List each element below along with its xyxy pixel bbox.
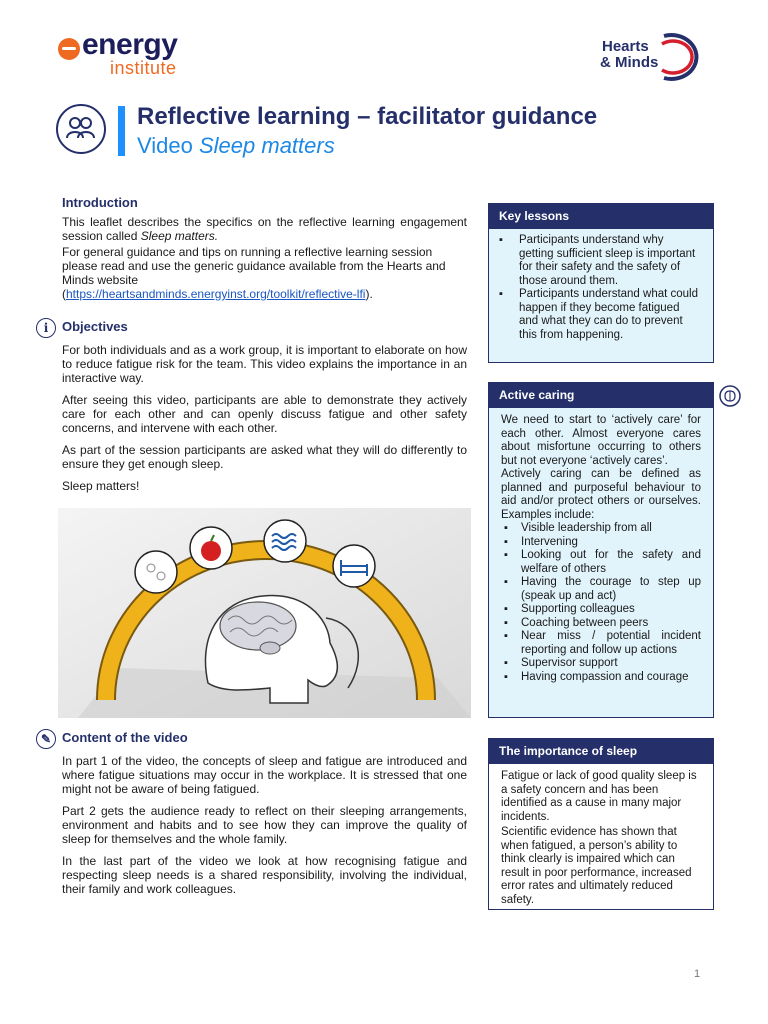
subtitle-video-name: Sleep matters [198, 133, 335, 158]
content-para-1: In part 1 of the video, the concepts of sleep and fatigue are introduced and where fatigue situations may occur in the workplace. It is stressed that one might not be aware of being fatigued. [62, 754, 467, 796]
logo-energy-word: energy [82, 28, 178, 61]
objectives-text [62, 343, 467, 501]
waves-icon [264, 520, 306, 562]
list-item: ▪ Coaching between peers [501, 617, 701, 631]
importance-of-sleep-heading: The importance of sleep [489, 739, 713, 764]
energy-institute-logo [58, 28, 218, 80]
active-caring-para-2: Actively caring can be defined as planned and purposeful behaviour to aid and/or protect others or ourselves. Examples include: [501, 468, 701, 521]
list-item: ▪ Intervening [501, 536, 701, 550]
list-item: ▪ Supporting colleagues [501, 603, 701, 617]
content-text [62, 754, 467, 904]
pencil-edit-icon: ✎ [36, 729, 56, 749]
page-title: Reflective learning – facilitator guidance [137, 103, 598, 130]
key-lessons-list [493, 234, 701, 342]
apple-icon [190, 527, 232, 569]
importance-para-1: Fatigue or lack of good quality sleep is a safety concern and has been identified as a cause in many major incidents. [501, 770, 697, 823]
page-subtitle [137, 133, 335, 159]
sleep-video-illustration [58, 508, 471, 718]
objectives-heading: Objectives [62, 319, 128, 334]
title-accent-bar [118, 106, 125, 156]
objectives-para-4: Sleep matters! [62, 479, 140, 493]
active-caring-box [488, 382, 714, 718]
content-para-3: In the last part of the video we look at how recognising fatigue and respecting sleep needs is a shared responsibility, involving the individual, their family and work colleagues. [62, 854, 467, 896]
subtitle-prefix: Video [137, 133, 199, 158]
hearts-and-minds-logo [590, 26, 720, 88]
list-item: ▪ Visible leadership from all [501, 522, 701, 536]
list-item: ▪ Supervisor support [501, 657, 701, 671]
objectives-para-3: As part of the session participants are asked what they will do differently to ensure they get enough sleep. [62, 443, 467, 471]
list-item: ▪ Participants understand what could happen if they become fatigued and what they can do to prevent this from happening. [493, 288, 701, 342]
introduction-para-1: This leaflet describes the specifics on the reflective learning engagement session called Sleep matters. [62, 215, 467, 243]
list-item: ▪ Participants understand why getting sufficient sleep is important for their safety and the safety of those around them. [493, 234, 701, 288]
introduction-para-2: For general guidance and tips on running a reflective learning session please read and use the generic guidance available from the Hearts and Minds website [62, 245, 446, 287]
importance-of-sleep-box [488, 738, 714, 910]
introduction-text [62, 215, 467, 301]
active-caring-para-1: We need to start to ‘actively care’ for each other. Almost everyone cares about misfortune occurring to others but not everyone ‘actively cares’. [501, 414, 701, 467]
objectives-para-1: For both individuals and as a work group, it is important to elaborate on how to reduce fatigue risk for the team. This video explains the importance in an interactive way. [62, 343, 467, 385]
list-item: ▪ Having compassion and courage [501, 671, 701, 685]
list-item: ▪ Looking out for the safety and welfare of others [501, 549, 701, 576]
list-item: ▪ Having the courage to step up (speak up and act) [501, 576, 701, 603]
page-number: 1 [694, 968, 701, 980]
active-caring-heading: Active caring [489, 383, 713, 408]
content-para-2: Part 2 gets the audience ready to reflect on their sleeping arrangements, environment and habits and to see how they can improve the quality of sleep for themselves and the whole family. [62, 804, 467, 846]
objectives-para-2: After seeing this video, participants are able to demonstrate they actively care for each other and can openly discuss fatigue and other safety concerns, and intervene with each other. [62, 393, 467, 435]
introduction-heading: Introduction [62, 195, 138, 210]
key-lessons-box [488, 203, 714, 363]
content-heading: Content of the video [62, 730, 188, 745]
energy-institute-mark-icon [58, 38, 80, 60]
people-group-icon [56, 104, 106, 154]
introduction-link-line: (https://heartsandminds.energyinst.org/toolkit/reflective-lfi). [62, 287, 373, 301]
key-lessons-heading: Key lessons [489, 204, 713, 229]
hearts-minds-arcs-icon [658, 30, 716, 84]
brain-circle-icon [719, 385, 741, 407]
speech-bubbles-icon [135, 551, 177, 593]
list-item: ▪ Near miss / potential incident reporting and follow up actions [501, 630, 701, 657]
logo-hearts-word: Hearts [602, 38, 649, 55]
active-caring-list [501, 522, 701, 684]
bed-icon [333, 545, 375, 587]
logo-institute-word: institute [110, 58, 177, 78]
info-icon: i [36, 318, 56, 338]
toolkit-link[interactable]: https://heartsandminds.energyinst.org/toolkit/reflective-lfi [66, 287, 366, 301]
importance-para-2: Scientific evidence has shown that when fatigued, a person’s ability to think clearly is impaired which can result in poor performance, increased error rates and ultimately reduced safety. [501, 826, 692, 906]
logo-minds-word: & Minds [600, 54, 659, 71]
